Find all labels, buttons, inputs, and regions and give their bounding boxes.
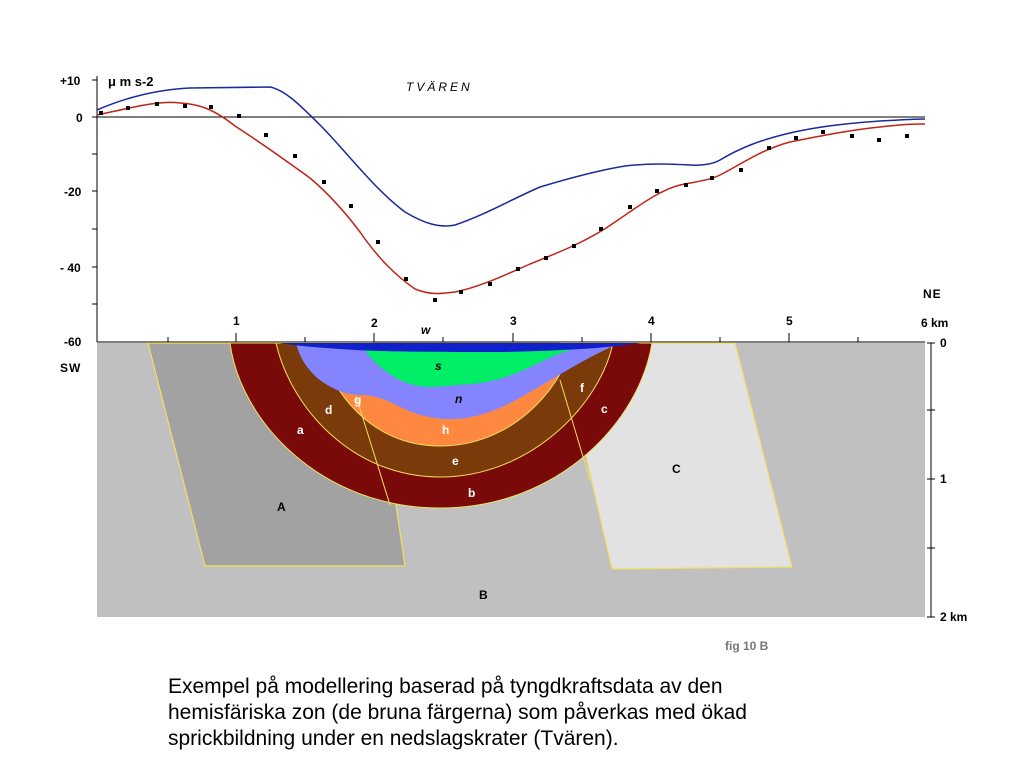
data-point [488, 282, 492, 286]
data-point [126, 106, 130, 110]
x-tick-label: 1 [233, 314, 240, 328]
cross-section [97, 323, 967, 624]
data-point [516, 267, 520, 271]
caption-line: sprickbildning under en nedslagskrater (Tvären). [168, 727, 619, 750]
label-w: w [421, 323, 431, 337]
data-point [905, 134, 909, 138]
data-point [767, 146, 771, 150]
data-point [628, 205, 632, 209]
label-A: A [277, 500, 286, 514]
y-tick-label: 0 [76, 111, 83, 125]
data-point [322, 180, 326, 184]
data-point [459, 290, 463, 294]
data-point [794, 136, 798, 140]
data-point [183, 104, 187, 108]
data-point [433, 298, 437, 302]
data-point [821, 130, 825, 134]
data-point [710, 176, 714, 180]
data-point [599, 227, 603, 231]
figure-label: fig 10 B [725, 639, 769, 653]
y-tick-label: +10 [60, 74, 81, 88]
depth-label: 0 [940, 336, 947, 350]
label-c: c [601, 402, 608, 416]
data-point [850, 134, 854, 138]
data-point [684, 183, 688, 187]
data-point [349, 204, 353, 208]
label-C: C [672, 462, 681, 476]
data-point [209, 105, 213, 109]
data-point [99, 111, 103, 115]
y-tick-label: -60 [64, 335, 82, 349]
data-point [572, 244, 576, 248]
label-s: s [435, 359, 442, 373]
x-tick-label: 2 [371, 316, 378, 330]
x-tick-label: 6 km [921, 316, 949, 330]
blue-curve [97, 87, 925, 226]
label-f: f [580, 381, 584, 395]
data-point [739, 168, 743, 172]
direction-ne: NE [923, 287, 942, 301]
x-tick-label: 5 [786, 314, 793, 328]
data-point [877, 138, 881, 142]
data-point [237, 114, 241, 118]
data-point [544, 256, 548, 260]
data-point [376, 240, 380, 244]
data-point [155, 102, 159, 106]
label-h: h [442, 423, 450, 437]
data-point [404, 277, 408, 281]
caption [168, 674, 928, 752]
label-a: a [297, 423, 304, 437]
data-point [293, 154, 297, 158]
label-d: d [325, 403, 333, 417]
depth-label: 2 km [940, 610, 968, 624]
gravity-profile [60, 74, 948, 375]
label-B: B [479, 588, 488, 602]
data-point [264, 133, 268, 137]
direction-sw: SW [60, 361, 82, 375]
x-tick-label: 4 [648, 314, 655, 328]
observation-points [99, 102, 909, 302]
y-tick-label: -20 [64, 185, 82, 199]
profile-title: TVÄREN [406, 80, 473, 94]
data-point [655, 189, 659, 193]
x-tick-label: 3 [510, 314, 517, 328]
caption-line: Exempel på modellering baserad på tyngdkraftsdata av den [168, 675, 723, 698]
label-g: g [354, 393, 362, 407]
unit-label: μ m s-2 [108, 74, 154, 89]
y-tick-label: - 40 [60, 261, 81, 275]
label-n: n [455, 392, 463, 406]
caption-line: hemisfäriska zon (de bruna färgerna) som påverkas med ökad [168, 701, 747, 724]
depth-label: 1 [940, 472, 947, 486]
label-e: e [452, 454, 459, 468]
label-b: b [468, 486, 476, 500]
